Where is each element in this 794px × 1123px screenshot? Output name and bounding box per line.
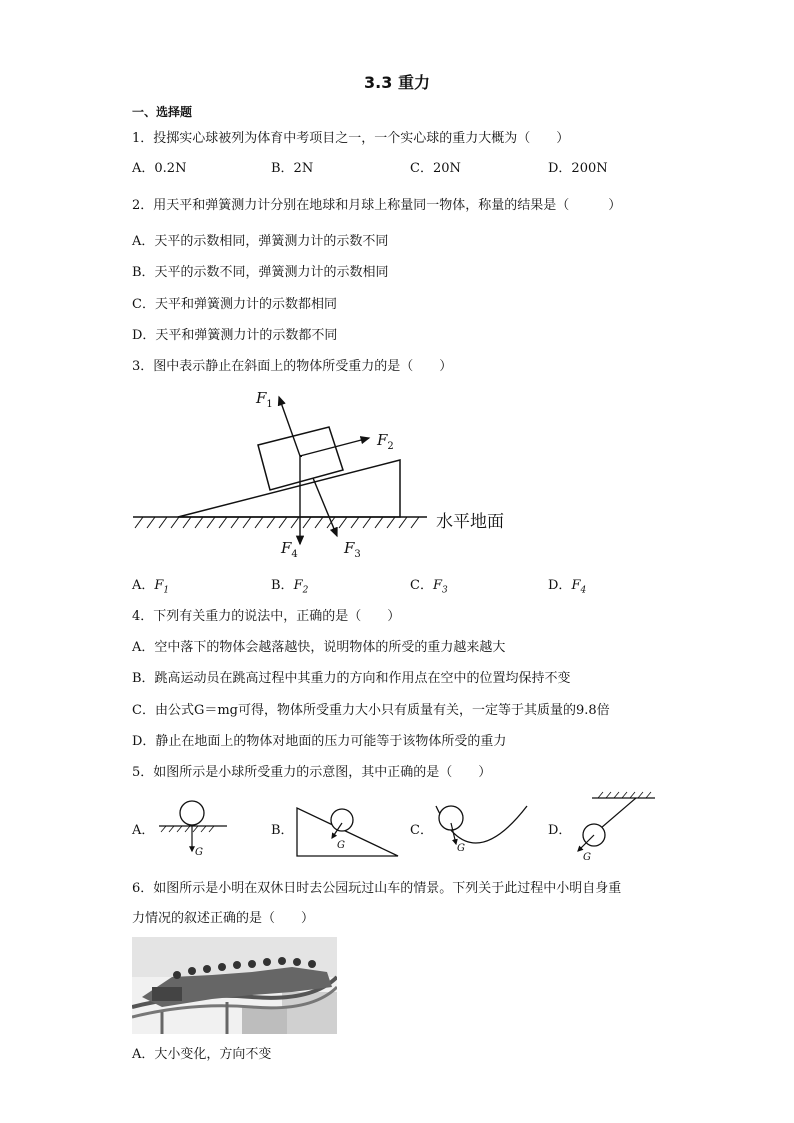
q3-stem: 3．图中表示静止在斜面上的物体所受重力的是（ ）	[132, 359, 453, 374]
q1-option-a[interactable]: A．0.2N	[132, 161, 187, 176]
q4-option-c[interactable]: C．由公式G＝mg可得，物体所受重力大小只有质量有关，一定等于其质量的9.8倍	[132, 703, 610, 718]
g-label-c: G	[457, 843, 465, 854]
q4-stem: 4．下列有关重力的说法中，正确的是（ ）	[132, 609, 401, 624]
label-f1: $F_1$	[256, 389, 273, 410]
roller-coaster-photo	[132, 937, 337, 1034]
q2-option-a[interactable]: A．天平的示数相同，弹簧测力计的示数不同	[132, 234, 389, 249]
block	[258, 427, 343, 490]
q2-stem: 2．用天平和弹簧测力计分别在地球和月球上称量同一物体，称量的结果是（ ）	[132, 198, 622, 213]
q6-stem-line1: 6．如图所示是小明在双休日时去公园玩过山车的情景。下列关于此过程中小明自身重	[132, 881, 622, 896]
q1-option-d[interactable]: D．200N	[548, 161, 608, 176]
q1-option-b[interactable]: B．2N	[271, 161, 314, 176]
figure-a	[159, 801, 227, 851]
arrow-f1	[279, 397, 300, 456]
g-label-b: G	[337, 840, 345, 851]
page-title: 3.3 重力	[364, 73, 430, 92]
arrow-f3	[313, 478, 337, 536]
incline	[178, 460, 400, 517]
arrow-f2	[300, 438, 369, 456]
q5-option-c[interactable]: C．	[410, 823, 433, 838]
q5-option-b[interactable]: B．	[271, 823, 294, 838]
q2-option-b[interactable]: B．天平的示数不同，弹簧测力计的示数相同	[132, 265, 389, 280]
g-label-d: G	[583, 852, 591, 863]
label-f4: $F_4$	[281, 539, 298, 560]
figure-d	[578, 792, 655, 851]
q3-option-b[interactable]: B．$F_2$	[271, 578, 309, 596]
q3-option-c[interactable]: C．$F_3$	[410, 578, 448, 596]
q6-stem-line2: 力情况的叙述正确的是（ ）	[132, 911, 315, 926]
g-label-a: G	[195, 847, 203, 858]
ground-hatching	[135, 517, 419, 528]
q3-option-d[interactable]: D．$F_4$	[548, 578, 587, 596]
q1-option-c[interactable]: C．20N	[410, 161, 461, 176]
q5-option-d[interactable]: D．	[548, 823, 572, 838]
figure-b	[297, 808, 398, 856]
q2-option-d[interactable]: D．天平和弹簧测力计的示数都不同	[132, 328, 338, 343]
label-f2: $F_2$	[377, 431, 394, 452]
section-heading: 一、选择题	[132, 105, 193, 119]
q6-option-a[interactable]: A．大小变化，方向不变	[132, 1047, 272, 1062]
q4-option-d[interactable]: D．静止在地面上的物体对地面的压力可能等于该物体所受的重力	[132, 734, 507, 749]
q4-option-b[interactable]: B．跳高运动员在跳高过程中其重力的方向和作用点在空中的位置均保持不变	[132, 671, 571, 686]
q5-option-a[interactable]: A．	[132, 823, 155, 838]
q5-stem: 5．如图所示是小球所受重力的示意图，其中正确的是（ ）	[132, 765, 492, 780]
q3-option-a[interactable]: A．$F_1$	[132, 578, 170, 596]
label-ground: 水平地面	[436, 512, 504, 532]
q2-option-c[interactable]: C．天平和弹簧测力计的示数都相同	[132, 297, 337, 312]
q4-option-a[interactable]: A．空中落下的物体会越落越快，说明物体的所受的重力越来越大	[132, 640, 506, 655]
q1-stem: 1．投掷实心球被列为体育中考项目之一，一个实心球的重力大概为（ ）	[132, 131, 570, 146]
figure-c	[436, 806, 527, 844]
label-f3: $F_3$	[344, 539, 361, 560]
